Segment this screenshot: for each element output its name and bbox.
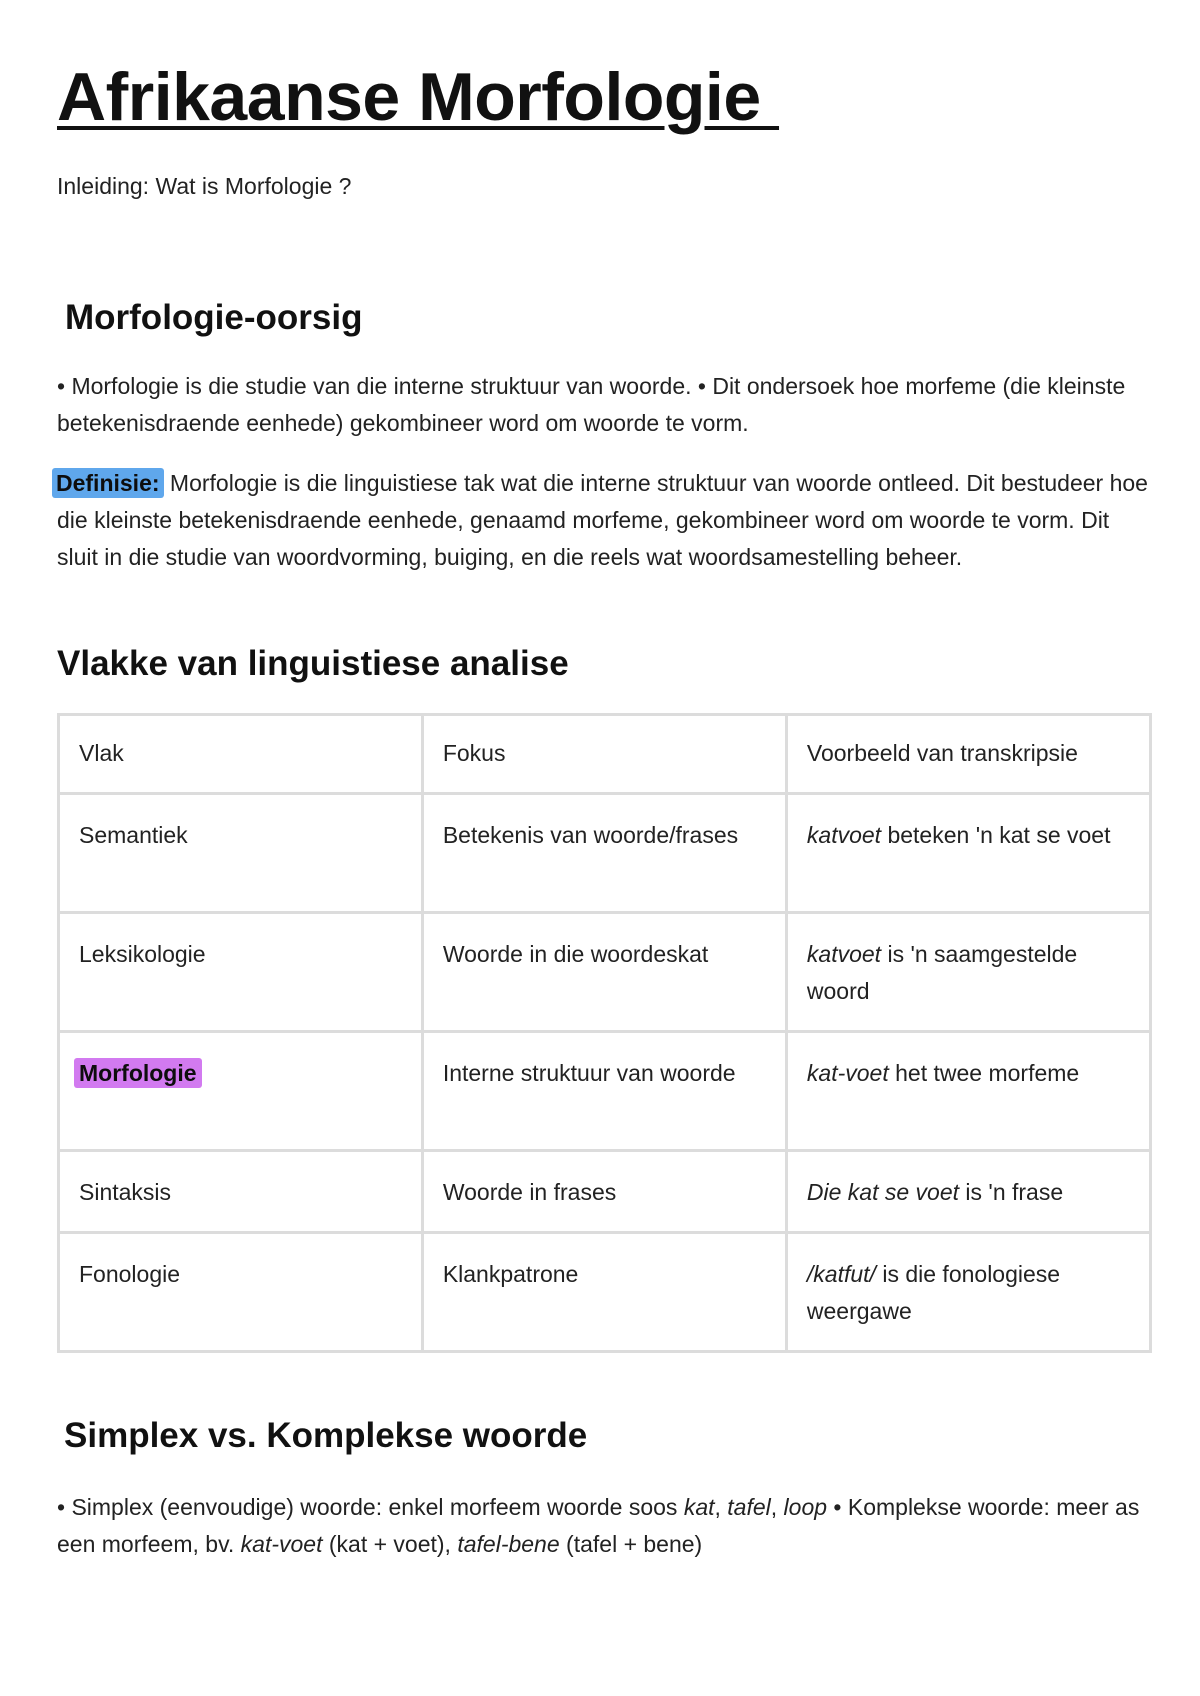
section-heading-oorsig: Morfologie-oorsig [65,298,363,337]
table-row [59,1032,1151,1151]
example-word: kat-voet [240,1531,323,1557]
table-row [59,1233,1151,1352]
section-heading-simplex: Simplex vs. Komplekse woorde [64,1416,588,1455]
example-italic: /katfut/ [806,1261,876,1287]
table-cell-fokus: Interne struktuur van woorde [422,1032,786,1151]
definition-text: Morfologie is die linguistiese tak wat die interne struktuur van woorde ontleed. Dit bestudeer hoe die kleinste betekenisdraende eenhede, genaamd morfeme, gekombineer word om woorde te vorm. Dit sluit in die studie van woordvorming, buiging, en die reels wat woordsamestelling beheer. [57,470,1148,570]
section-heading-vlakke: Vlakke van linguistiese analise [57,644,569,683]
definition-label: Definisie: [52,468,164,498]
morfologie-highlight: Morfologie [74,1058,202,1088]
analysis-levels-table [57,713,1152,1353]
example-rest: het twee morfeme [888,1060,1080,1086]
table-cell-example [786,1032,1150,1151]
example-italic: katvoet [806,822,882,848]
table-header-row [59,715,1151,794]
simplex-text: , [770,1494,784,1520]
table-row [59,913,1151,1032]
table-cell-example [786,794,1150,913]
intro-text: Inleiding: Wat is Morfologie ? [57,173,352,199]
table-header-cell: Voorbeeld van transkripsie [786,715,1150,794]
simplex-text: , [714,1494,728,1520]
example-rest: is 'n frase [959,1179,1064,1205]
table-cell-fokus: Woorde in frases [422,1151,786,1233]
simplex-text: (tafel + bene) [559,1531,703,1557]
simplex-paragraph [57,1489,1149,1563]
oorsig-bullets: • Morfologie is die studie van die interne struktuur van woorde. • Dit ondersoek hoe morfeme (die kleinste betekenisdraende eenhede) gekombineer word om woorde te vorm. [57,373,1126,436]
table-cell-vlak: Fonologie [59,1233,423,1352]
table-cell-example [786,913,1150,1032]
table-cell-fokus: Klankpatrone [422,1233,786,1352]
table-cell-vlak: Leksikologie [59,913,423,1032]
table-cell-example [786,1151,1150,1233]
table-cell-example [786,1233,1150,1352]
example-word: loop [783,1494,828,1520]
example-italic: kat-voet [806,1060,889,1086]
table-cell-vlak: Semantiek [59,794,423,913]
table-row [59,794,1151,913]
example-rest: is die fonologiese weergawe [806,1261,1061,1324]
simplex-text: (kat + voet), [322,1531,458,1557]
table-row [59,1151,1151,1233]
example-italic: Die kat se voet [806,1179,960,1205]
table-cell-fokus: Woorde in die woordeskat [422,913,786,1032]
example-word: kat [683,1494,715,1520]
table-cell-vlak: Sintaksis [59,1151,423,1233]
table-header-cell: Fokus [422,715,786,794]
table-cell-fokus: Betekenis van woorde/frases [422,794,786,913]
example-word: tafel-bene [457,1531,560,1557]
table-header-cell: Vlak [59,715,423,794]
simplex-text: • Simplex (eenvoudige) woorde: enkel morfeem woorde soos [57,1494,684,1520]
example-word: tafel [727,1494,771,1520]
example-rest: beteken 'n kat se voet [881,822,1111,848]
definition-paragraph [57,465,1149,576]
table-cell-vlak [59,1032,423,1151]
document-title: Afrikaanse Morfologie [57,59,780,135]
example-rest: is 'n saamgestelde woord [806,941,1078,1004]
example-italic: katvoet [806,941,882,967]
simplex-text: • Komplekse woorde: meer as een morfeem, bv. [57,1494,1140,1557]
